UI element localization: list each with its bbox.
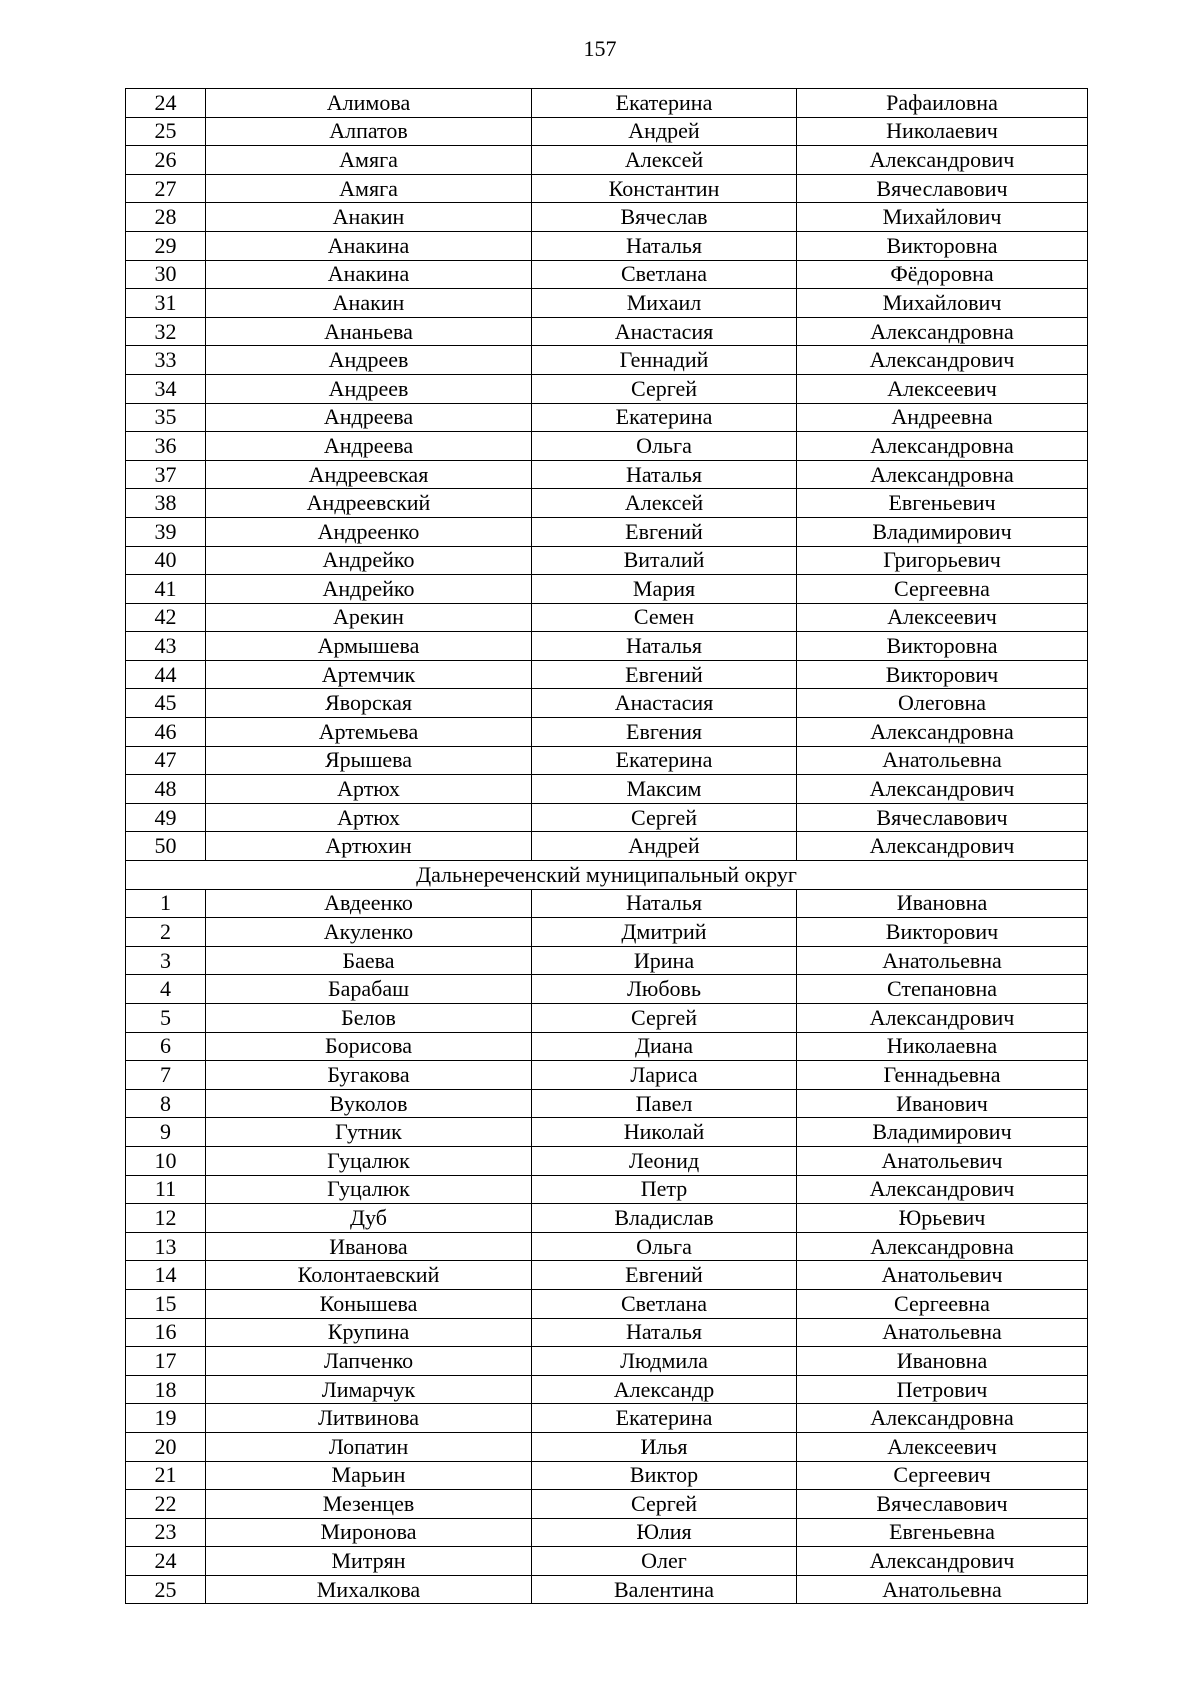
middle-name-cell: Алексеевич [797,603,1088,632]
row-number-cell: 17 [126,1347,206,1376]
row-number-cell: 22 [126,1490,206,1519]
middle-name-cell: Григорьевич [797,546,1088,575]
table-row [126,575,1088,604]
table-row [126,1375,1088,1404]
last-name-cell: Гуцалюк [206,1146,532,1175]
first-name-cell: Вячеслав [532,203,797,232]
first-name-cell: Наталья [532,632,797,661]
middle-name-cell: Александровна [797,432,1088,461]
row-number-cell: 18 [126,1375,206,1404]
first-name-cell: Евгений [532,517,797,546]
row-number-cell: 42 [126,603,206,632]
row-number-cell: 46 [126,718,206,747]
middle-name-cell: Викторович [797,918,1088,947]
last-name-cell: Иванова [206,1232,532,1261]
page-number: 157 [583,36,617,61]
table-row [126,632,1088,661]
row-number-cell: 15 [126,1289,206,1318]
first-name-cell: Константин [532,174,797,203]
middle-name-cell: Вячеславович [797,803,1088,832]
last-name-cell: Анакин [206,203,532,232]
table-row [126,1004,1088,1033]
last-name-cell: Андреева [206,403,532,432]
last-name-cell: Авдеенко [206,889,532,918]
first-name-cell: Наталья [532,460,797,489]
row-number-cell: 35 [126,403,206,432]
last-name-cell: Андреева [206,432,532,461]
middle-name-cell: Александровна [797,1232,1088,1261]
roster-table [125,88,1088,1604]
first-name-cell: Сергей [532,374,797,403]
last-name-cell: Дуб [206,1204,532,1233]
row-number-cell: 25 [126,1575,206,1604]
table-row [126,1347,1088,1376]
last-name-cell: Митрян [206,1547,532,1576]
middle-name-cell: Александрович [797,775,1088,804]
last-name-cell: Конышева [206,1289,532,1318]
last-name-cell: Андреевская [206,460,532,489]
first-name-cell: Екатерина [532,89,797,118]
last-name-cell: Миронова [206,1518,532,1547]
first-name-cell: Анастасия [532,317,797,346]
first-name-cell: Николай [532,1118,797,1147]
first-name-cell: Евгения [532,718,797,747]
first-name-cell: Валентина [532,1575,797,1604]
row-number-cell: 23 [126,1518,206,1547]
middle-name-cell: Анатольевна [797,946,1088,975]
table-row [126,174,1088,203]
first-name-cell: Юлия [532,1518,797,1547]
last-name-cell: Алпатов [206,117,532,146]
first-name-cell: Любовь [532,975,797,1004]
first-name-cell: Виталий [532,546,797,575]
table-row [126,260,1088,289]
table-row [126,289,1088,318]
middle-name-cell: Сергеевна [797,575,1088,604]
first-name-cell: Светлана [532,260,797,289]
first-name-cell: Максим [532,775,797,804]
table-row [126,660,1088,689]
last-name-cell: Амяга [206,146,532,175]
row-number-cell: 9 [126,1118,206,1147]
last-name-cell: Ананьева [206,317,532,346]
middle-name-cell: Иванович [797,1089,1088,1118]
last-name-cell: Лопатин [206,1432,532,1461]
row-number-cell: 16 [126,1318,206,1347]
first-name-cell: Владислав [532,1204,797,1233]
first-name-cell: Лариса [532,1061,797,1090]
table-row [126,1461,1088,1490]
row-number-cell: 24 [126,89,206,118]
row-number-cell: 14 [126,1261,206,1290]
last-name-cell: Артемьева [206,718,532,747]
row-number-cell: 33 [126,346,206,375]
first-name-cell: Наталья [532,1318,797,1347]
last-name-cell: Барабаш [206,975,532,1004]
table-row [126,603,1088,632]
middle-name-cell: Александрович [797,1547,1088,1576]
last-name-cell: Белов [206,1004,532,1033]
middle-name-cell: Вячеславович [797,1490,1088,1519]
last-name-cell: Акуленко [206,918,532,947]
row-number-cell: 28 [126,203,206,232]
table-row [126,1518,1088,1547]
last-name-cell: Яворская [206,689,532,718]
first-name-cell: Андрей [532,117,797,146]
middle-name-cell: Ивановна [797,889,1088,918]
last-name-cell: Марьин [206,1461,532,1490]
table-row [126,146,1088,175]
table-row [126,1118,1088,1147]
last-name-cell: Артемчик [206,660,532,689]
last-name-cell: Андреенко [206,517,532,546]
first-name-cell: Наталья [532,231,797,260]
first-name-cell: Екатерина [532,1404,797,1433]
first-name-cell: Александр [532,1375,797,1404]
table-row [126,1490,1088,1519]
row-number-cell: 25 [126,117,206,146]
row-number-cell: 1 [126,889,206,918]
row-number-cell: 4 [126,975,206,1004]
middle-name-cell: Вячеславович [797,174,1088,203]
table-row [126,1032,1088,1061]
last-name-cell: Андреев [206,346,532,375]
middle-name-cell: Алексеевич [797,374,1088,403]
last-name-cell: Андрейко [206,575,532,604]
last-name-cell: Колонтаевский [206,1261,532,1290]
row-number-cell: 40 [126,546,206,575]
middle-name-cell: Ивановна [797,1347,1088,1376]
row-number-cell: 48 [126,775,206,804]
first-name-cell: Анастасия [532,689,797,718]
section-heading-row [126,861,1088,890]
middle-name-cell: Анатольевич [797,1146,1088,1175]
middle-name-cell: Андреевна [797,403,1088,432]
row-number-cell: 37 [126,460,206,489]
table-row [126,1061,1088,1090]
table-row [126,489,1088,518]
row-number-cell: 49 [126,803,206,832]
row-number-cell: 41 [126,575,206,604]
middle-name-cell: Фёдоровна [797,260,1088,289]
table-row [126,1432,1088,1461]
table-row [126,317,1088,346]
first-name-cell: Мария [532,575,797,604]
table-row [126,231,1088,260]
middle-name-cell: Николаевна [797,1032,1088,1061]
table-row [126,946,1088,975]
last-name-cell: Арекин [206,603,532,632]
last-name-cell: Крупина [206,1318,532,1347]
row-number-cell: 38 [126,489,206,518]
middle-name-cell: Сергеевич [797,1461,1088,1490]
middle-name-cell: Петрович [797,1375,1088,1404]
table-row [126,1575,1088,1604]
row-number-cell: 8 [126,1089,206,1118]
row-number-cell: 19 [126,1404,206,1433]
row-number-cell: 7 [126,1061,206,1090]
table-row [126,89,1088,118]
last-name-cell: Баева [206,946,532,975]
first-name-cell: Виктор [532,1461,797,1490]
middle-name-cell: Александрович [797,832,1088,861]
last-name-cell: Анакина [206,260,532,289]
middle-name-cell: Анатольевна [797,746,1088,775]
row-number-cell: 30 [126,260,206,289]
row-number-cell: 45 [126,689,206,718]
table-row [126,432,1088,461]
table-row [126,203,1088,232]
row-number-cell: 27 [126,174,206,203]
middle-name-cell: Геннадьевна [797,1061,1088,1090]
last-name-cell: Литвинова [206,1404,532,1433]
last-name-cell: Бугакова [206,1061,532,1090]
first-name-cell: Евгений [532,1261,797,1290]
row-number-cell: 36 [126,432,206,461]
table-row [126,803,1088,832]
row-number-cell: 6 [126,1032,206,1061]
middle-name-cell: Николаевич [797,117,1088,146]
first-name-cell: Олег [532,1547,797,1576]
middle-name-cell: Александровна [797,317,1088,346]
last-name-cell: Армышева [206,632,532,661]
first-name-cell: Петр [532,1175,797,1204]
middle-name-cell: Сергеевна [797,1289,1088,1318]
first-name-cell: Сергей [532,1490,797,1519]
first-name-cell: Ольга [532,432,797,461]
table-row [126,117,1088,146]
row-number-cell: 12 [126,1204,206,1233]
row-number-cell: 10 [126,1146,206,1175]
table-row [126,746,1088,775]
first-name-cell: Сергей [532,1004,797,1033]
last-name-cell: Андреев [206,374,532,403]
last-name-cell: Амяга [206,174,532,203]
middle-name-cell: Владимирович [797,517,1088,546]
table-row [126,460,1088,489]
middle-name-cell: Михайлович [797,203,1088,232]
table-row [126,346,1088,375]
first-name-cell: Евгений [532,660,797,689]
table-row [126,1175,1088,1204]
last-name-cell: Лимарчук [206,1375,532,1404]
middle-name-cell: Александровна [797,460,1088,489]
middle-name-cell: Евгеньевна [797,1518,1088,1547]
row-number-cell: 13 [126,1232,206,1261]
last-name-cell: Вуколов [206,1089,532,1118]
last-name-cell: Мезенцев [206,1490,532,1519]
middle-name-cell: Евгеньевич [797,489,1088,518]
first-name-cell: Андрей [532,832,797,861]
row-number-cell: 39 [126,517,206,546]
middle-name-cell: Викторовна [797,231,1088,260]
last-name-cell: Андреевский [206,489,532,518]
table-row [126,775,1088,804]
first-name-cell: Геннадий [532,346,797,375]
first-name-cell: Светлана [532,1289,797,1318]
first-name-cell: Диана [532,1032,797,1061]
middle-name-cell: Александровна [797,1404,1088,1433]
first-name-cell: Семен [532,603,797,632]
row-number-cell: 26 [126,146,206,175]
table-row [126,1404,1088,1433]
row-number-cell: 34 [126,374,206,403]
table-row [126,918,1088,947]
row-number-cell: 50 [126,832,206,861]
row-number-cell: 2 [126,918,206,947]
middle-name-cell: Юрьевич [797,1204,1088,1233]
first-name-cell: Людмила [532,1347,797,1376]
table-row [126,975,1088,1004]
middle-name-cell: Алексеевич [797,1432,1088,1461]
roster-body [126,89,1088,1604]
table-row [126,1146,1088,1175]
middle-name-cell: Александрович [797,346,1088,375]
table-row [126,1318,1088,1347]
row-number-cell: 47 [126,746,206,775]
first-name-cell: Илья [532,1432,797,1461]
first-name-cell: Ольга [532,1232,797,1261]
last-name-cell: Алимова [206,89,532,118]
table-row [126,1232,1088,1261]
row-number-cell: 21 [126,1461,206,1490]
table-row [126,1289,1088,1318]
first-name-cell: Дмитрий [532,918,797,947]
middle-name-cell: Олеговна [797,689,1088,718]
table-row [126,1261,1088,1290]
row-number-cell: 5 [126,1004,206,1033]
row-number-cell: 43 [126,632,206,661]
table-row [126,1204,1088,1233]
middle-name-cell: Степановна [797,975,1088,1004]
first-name-cell: Павел [532,1089,797,1118]
middle-name-cell: Александрович [797,1004,1088,1033]
last-name-cell: Борисова [206,1032,532,1061]
table-row [126,403,1088,432]
row-number-cell: 31 [126,289,206,318]
last-name-cell: Лапченко [206,1347,532,1376]
first-name-cell: Ирина [532,946,797,975]
last-name-cell: Анакин [206,289,532,318]
row-number-cell: 20 [126,1432,206,1461]
first-name-cell: Алексей [532,146,797,175]
section-heading: Дальнереченский муниципальный округ [126,861,1088,890]
table-row [126,517,1088,546]
table-row [126,1547,1088,1576]
middle-name-cell: Рафаиловна [797,89,1088,118]
middle-name-cell: Владимирович [797,1118,1088,1147]
last-name-cell: Артюх [206,803,532,832]
middle-name-cell: Анатольевна [797,1318,1088,1347]
table-row [126,1089,1088,1118]
row-number-cell: 3 [126,946,206,975]
middle-name-cell: Александрович [797,146,1088,175]
last-name-cell: Гутник [206,1118,532,1147]
middle-name-cell: Викторовна [797,632,1088,661]
last-name-cell: Михалкова [206,1575,532,1604]
middle-name-cell: Александрович [797,1175,1088,1204]
table-row [126,889,1088,918]
table-row [126,832,1088,861]
table-row [126,689,1088,718]
row-number-cell: 44 [126,660,206,689]
last-name-cell: Артюхин [206,832,532,861]
first-name-cell: Екатерина [532,403,797,432]
middle-name-cell: Александровна [797,718,1088,747]
row-number-cell: 24 [126,1547,206,1576]
last-name-cell: Ярышева [206,746,532,775]
row-number-cell: 11 [126,1175,206,1204]
first-name-cell: Алексей [532,489,797,518]
table-row [126,374,1088,403]
first-name-cell: Наталья [532,889,797,918]
last-name-cell: Анакина [206,231,532,260]
row-number-cell: 29 [126,231,206,260]
middle-name-cell: Анатольевна [797,1575,1088,1604]
last-name-cell: Андрейко [206,546,532,575]
last-name-cell: Артюх [206,775,532,804]
middle-name-cell: Анатольевич [797,1261,1088,1290]
first-name-cell: Сергей [532,803,797,832]
middle-name-cell: Михайлович [797,289,1088,318]
table-row [126,718,1088,747]
table-row [126,546,1088,575]
first-name-cell: Михаил [532,289,797,318]
first-name-cell: Леонид [532,1146,797,1175]
last-name-cell: Гуцалюк [206,1175,532,1204]
row-number-cell: 32 [126,317,206,346]
first-name-cell: Екатерина [532,746,797,775]
middle-name-cell: Викторович [797,660,1088,689]
